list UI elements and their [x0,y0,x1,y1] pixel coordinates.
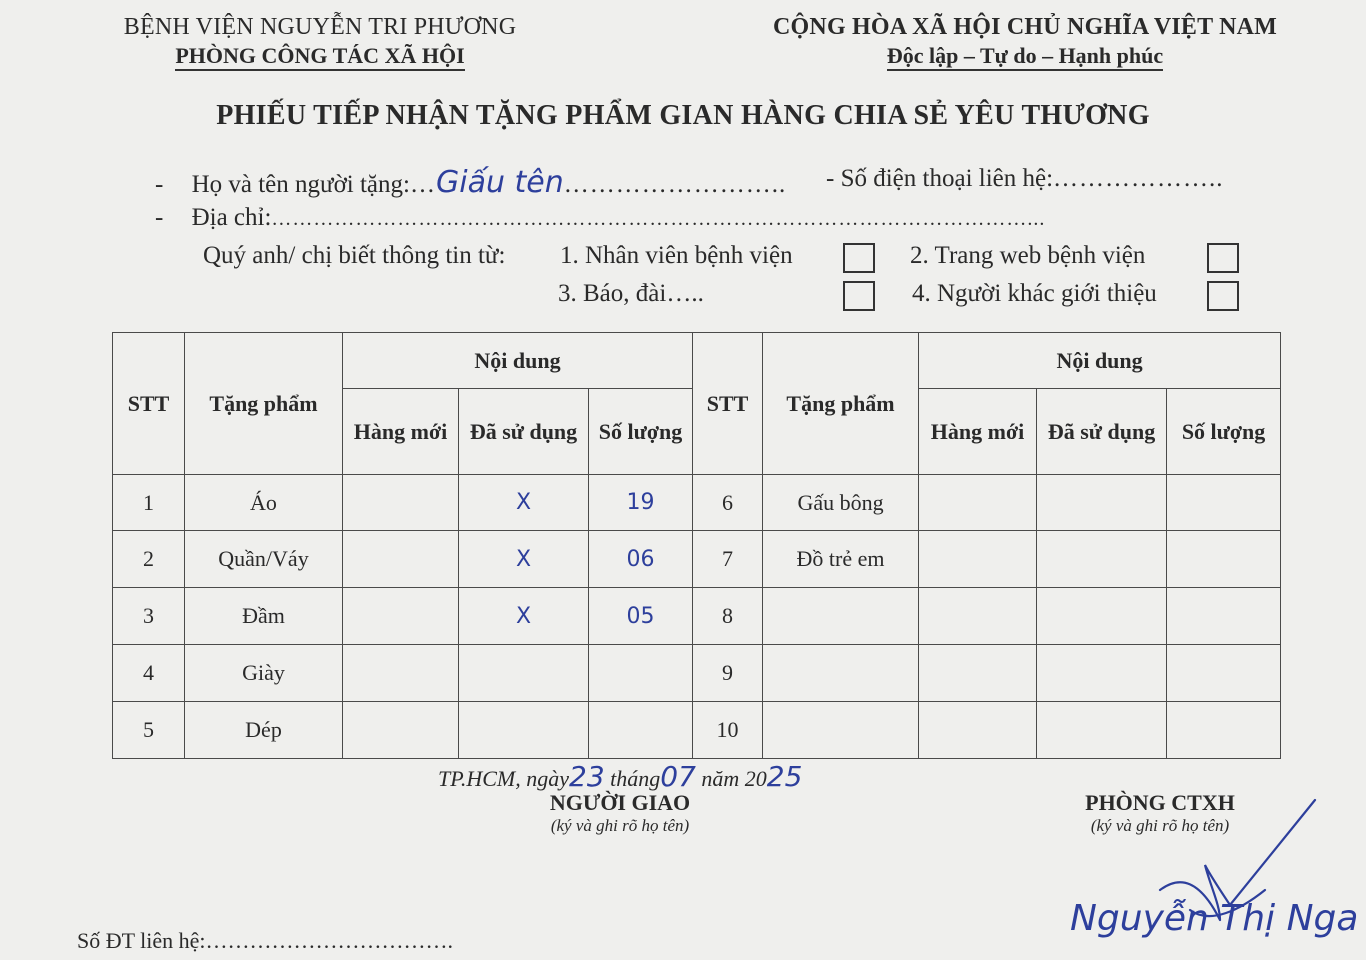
header-qty: Số lượng [1167,389,1281,475]
used-cell[interactable] [1037,531,1167,588]
address-label: Địa chỉ: [191,204,272,231]
giver-title: NGƯỜI GIAO [549,790,691,815]
used-cell[interactable] [459,645,589,702]
source-label: Quý anh/ chị biết thông tin từ: [203,242,506,269]
form-title: PHIẾU TIẾP NHẬN TẶNG PHẨM GIAN HÀNG CHIA SẺ YÊU THƯƠNG [216,100,1150,131]
item-cell [763,645,919,702]
option-2-checkbox[interactable] [1207,243,1239,273]
header-qty: Số lượng [589,389,693,475]
header-used: Đã sử dụng [459,389,589,475]
item-cell: Gấu bông [763,475,919,531]
qty-cell[interactable] [589,702,693,759]
national-header [760,14,1290,69]
new-cell[interactable] [919,702,1037,759]
qty-cell[interactable]: 06 [589,531,693,588]
stt-cell: 2 [113,531,185,588]
option-2-label: 2. Trang web bệnh viện [910,242,1146,269]
hospital-name: BỆNH VIỆN NGUYỄN TRI PHƯƠNG [123,14,517,40]
date-year-suffix[interactable]: 25 [766,760,803,793]
hospital-header [60,14,580,69]
table-row [113,702,1281,759]
used-cell[interactable] [1037,475,1167,531]
date-line [438,760,802,793]
stt-cell: 5 [113,702,185,759]
item-cell: Giày [185,645,343,702]
national-title: CỘNG HÒA XÃ HỘI CHỦ NGHĨA VIỆT NAM [773,14,1277,40]
department-name: PHÒNG CÔNG TÁC XÃ HỘI [175,43,464,71]
header-item: Tặng phẩm [185,333,343,475]
item-cell: Đầm [185,588,343,645]
date-month-label: tháng [610,766,661,791]
table-row [113,588,1281,645]
footer-phone-row [77,928,453,954]
used-cell[interactable] [1037,702,1167,759]
qty-cell[interactable] [1167,702,1281,759]
bullet: - [155,171,164,198]
option-4-label: 4. Người khác giới thiệu [912,280,1157,307]
item-cell [763,702,919,759]
footer-phone-field[interactable]: ……………………………. [205,928,454,953]
address-row [155,204,1045,232]
new-cell[interactable] [343,588,459,645]
used-mark-cell[interactable]: X [459,588,589,645]
stt-cell: 1 [113,475,185,531]
donor-name-handwritten[interactable]: Giấu tên [435,165,564,200]
office-note: (ký và ghi rõ họ tên) [1090,816,1230,835]
header-content: Nội dung [343,333,693,389]
donor-row [155,165,786,200]
stt-cell: 8 [693,588,763,645]
option-1-checkbox[interactable] [843,243,875,273]
item-cell: Dép [185,702,343,759]
new-cell[interactable] [919,588,1037,645]
dots: …………………….. [563,171,787,198]
stt-cell: 4 [113,645,185,702]
header-content: Nội dung [919,333,1281,389]
option-1-label: 1. Nhân viên bệnh viện [560,242,793,269]
used-mark-cell[interactable]: X [459,531,589,588]
phone-field[interactable]: ……………….. [1053,165,1224,192]
header-item: Tặng phẩm [763,333,919,475]
item-cell: Áo [185,475,343,531]
item-cell: Quần/Váy [185,531,343,588]
donor-label: Họ và tên người tặng: [191,171,410,198]
date-day[interactable]: 23 [569,760,605,793]
date-month[interactable]: 07 [660,760,696,793]
used-cell[interactable] [1037,588,1167,645]
qty-cell[interactable] [1167,645,1281,702]
phone-label: - Số điện thoại liên hệ: [826,165,1054,192]
used-cell[interactable] [1037,645,1167,702]
table-row [113,531,1281,588]
header-stt: STT [693,333,763,475]
used-mark-cell[interactable]: X [459,475,589,531]
option-4-checkbox[interactable] [1207,281,1239,311]
qty-cell[interactable] [1167,588,1281,645]
new-cell[interactable] [919,645,1037,702]
stt-cell: 9 [693,645,763,702]
header-new: Hàng mới [343,389,459,475]
used-cell[interactable] [459,702,589,759]
option-3-checkbox[interactable] [843,281,875,311]
qty-cell[interactable] [1167,531,1281,588]
header-stt: STT [113,333,185,475]
stt-cell: 7 [693,531,763,588]
header-used: Đã sử dụng [1037,389,1167,475]
national-motto: Độc lập – Tự do – Hạnh phúc [887,43,1163,71]
new-cell[interactable] [919,531,1037,588]
stt-cell: 3 [113,588,185,645]
giver-signature-block [500,790,740,836]
item-cell: Đồ trẻ em [763,531,919,588]
new-cell[interactable] [343,645,459,702]
new-cell[interactable] [343,531,459,588]
giver-note: (ký và ghi rõ họ tên) [550,816,690,835]
donation-table [112,332,1281,759]
new-cell[interactable] [343,475,459,531]
stt-cell: 10 [693,702,763,759]
address-field[interactable]: ………………………………………………………………………………………………... [271,208,1046,230]
date-prefix: TP.HCM, ngày [438,766,569,791]
office-title: PHÒNG CTXH [1085,790,1235,815]
qty-cell[interactable] [1167,475,1281,531]
stt-cell: 6 [693,475,763,531]
table-row [113,645,1281,702]
qty-cell[interactable]: 19 [589,475,693,531]
item-cell [763,588,919,645]
qty-cell[interactable] [589,645,693,702]
dots: … [409,171,436,198]
footer-phone-label: Số ĐT liên hệ: [77,928,206,953]
header-new: Hàng mới [919,389,1037,475]
office-signer-name: Nguyễn Thị Nga [1070,898,1359,939]
option-3-label: 3. Báo, đài….. [558,280,704,307]
bullet: - [155,204,164,231]
date-year-label: năm 20 [701,766,767,791]
new-cell[interactable] [343,702,459,759]
new-cell[interactable] [919,475,1037,531]
qty-cell[interactable]: 05 [589,588,693,645]
phone-row [826,165,1224,193]
table-row [113,475,1281,531]
